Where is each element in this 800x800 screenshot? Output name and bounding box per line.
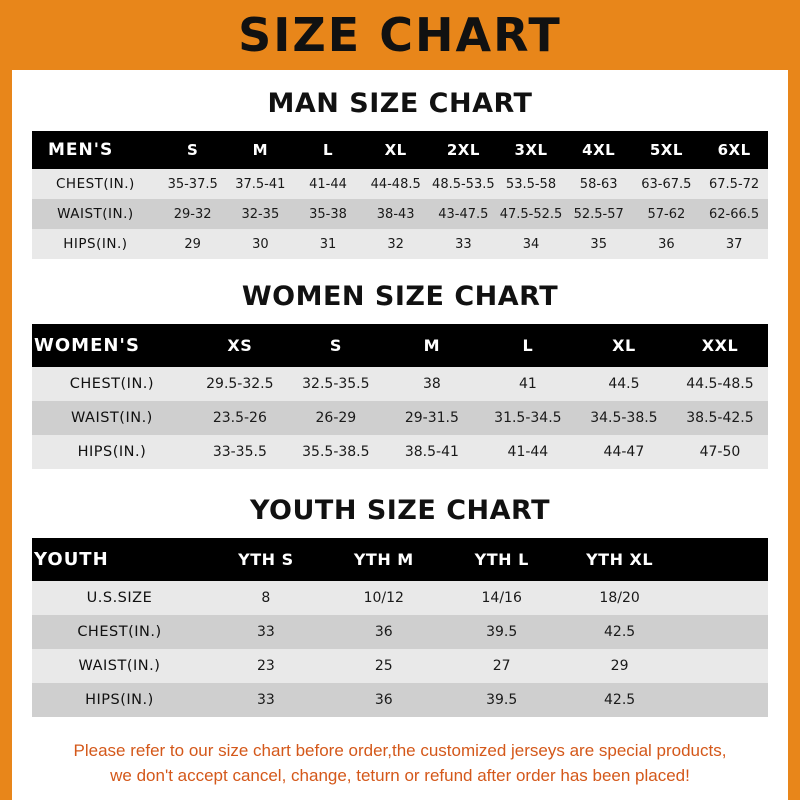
man-header-cell: 6XL bbox=[717, 141, 751, 159]
table-header-row bbox=[32, 324, 768, 367]
man-header-cell: MEN'S bbox=[48, 140, 114, 160]
row-label: U.S.SIZE bbox=[86, 590, 153, 606]
table-cell: 35-38 bbox=[309, 206, 347, 222]
youth-header-cell: YOUTH bbox=[34, 549, 109, 570]
table-row bbox=[32, 649, 768, 683]
table-row bbox=[32, 615, 768, 649]
women-header-cell: XXL bbox=[701, 336, 739, 355]
table-cell: 29 bbox=[610, 658, 629, 674]
table-cell: 37.5-41 bbox=[235, 176, 286, 192]
youth-section-title: YOUTH SIZE CHART bbox=[249, 495, 551, 526]
table-cell: 27 bbox=[492, 658, 511, 674]
table-cell: 33 bbox=[256, 624, 275, 640]
women-header-cell: S bbox=[329, 336, 342, 355]
man-header-cell: 5XL bbox=[649, 141, 683, 159]
youth-size-table bbox=[32, 538, 768, 717]
table-cell: 29-32 bbox=[173, 206, 212, 222]
table-cell: 34.5-38.5 bbox=[590, 410, 658, 426]
table-header-row bbox=[32, 538, 768, 581]
table-cell-spacer bbox=[679, 615, 768, 649]
man-header-cell: 2XL bbox=[446, 141, 480, 159]
table-cell: 52.5-57 bbox=[573, 206, 624, 222]
table-cell: 37 bbox=[725, 236, 743, 252]
table-cell: 62-66.5 bbox=[709, 206, 760, 222]
youth-header-cell: YTH S bbox=[238, 550, 294, 569]
table-cell: 36 bbox=[374, 624, 393, 640]
table-row bbox=[32, 169, 768, 199]
table-cell: 34 bbox=[522, 236, 540, 252]
youth-header-cell: YTH XL bbox=[586, 550, 654, 569]
table-cell: 23.5-26 bbox=[212, 410, 267, 426]
table-cell: 38.5-41 bbox=[404, 444, 459, 460]
table-cell: 39.5 bbox=[486, 692, 518, 708]
table-header-row bbox=[32, 131, 768, 169]
table-row bbox=[32, 367, 768, 401]
table-row bbox=[32, 199, 768, 229]
table-cell: 57-62 bbox=[647, 206, 686, 222]
table-cell: 47-50 bbox=[699, 444, 741, 460]
page-banner bbox=[12, 0, 788, 70]
table-cell: 33-35.5 bbox=[212, 444, 267, 460]
table-cell: 29-31.5 bbox=[404, 410, 459, 426]
man-size-table bbox=[32, 131, 768, 259]
table-row bbox=[32, 683, 768, 717]
man-table-body bbox=[32, 169, 768, 259]
women-size-table bbox=[32, 324, 768, 469]
table-cell: 41-44 bbox=[507, 444, 549, 460]
table-cell-spacer bbox=[679, 683, 768, 717]
table-cell-spacer bbox=[679, 649, 768, 683]
table-cell-spacer bbox=[679, 581, 768, 615]
table-cell: 10/12 bbox=[363, 590, 404, 606]
table-cell: 42.5 bbox=[604, 692, 636, 708]
table-cell: 38 bbox=[422, 376, 441, 392]
table-cell: 14/16 bbox=[481, 590, 522, 606]
table-cell: 38.5-42.5 bbox=[686, 410, 754, 426]
row-label: WAIST(IN.) bbox=[78, 658, 161, 674]
man-header-cell: XL bbox=[384, 141, 407, 159]
youth-table-header bbox=[32, 538, 768, 581]
women-header-cell: XS bbox=[227, 336, 253, 355]
notice-line-1: Please refer to our size chart before order,the customized jerseys are special products, bbox=[73, 741, 727, 760]
table-cell: 67.5-72 bbox=[709, 176, 760, 192]
table-cell: 58-63 bbox=[579, 176, 618, 192]
table-cell: 43-47.5 bbox=[438, 206, 489, 222]
man-section-title: MAN SIZE CHART bbox=[267, 88, 533, 119]
table-cell: 33 bbox=[256, 692, 275, 708]
table-cell: 18/20 bbox=[599, 590, 640, 606]
table-row bbox=[32, 229, 768, 259]
notice-line-2: we don't accept cancel, change, teturn or refund after order has been placed! bbox=[110, 765, 690, 785]
table-cell: 48.5-53.5 bbox=[432, 176, 495, 192]
man-header-cell: L bbox=[322, 141, 334, 159]
table-cell: 36 bbox=[374, 692, 393, 708]
table-cell: 44.5 bbox=[608, 376, 640, 392]
table-cell: 44.5-48.5 bbox=[686, 376, 754, 392]
table-cell: 41-44 bbox=[309, 176, 347, 192]
page-title: SIZE CHART bbox=[238, 8, 562, 62]
table-cell: 8 bbox=[261, 590, 271, 606]
table-cell: 47.5-52.5 bbox=[499, 206, 563, 222]
table-cell: 23 bbox=[256, 658, 275, 674]
man-table-header bbox=[32, 131, 768, 169]
man-header-cell: 4XL bbox=[582, 141, 616, 159]
row-label: CHEST(IN.) bbox=[69, 376, 155, 392]
table-cell: 32-35 bbox=[241, 206, 280, 222]
row-label: CHEST(IN.) bbox=[56, 176, 135, 192]
row-label: HIPS(IN.) bbox=[85, 692, 154, 708]
youth-header-spacer bbox=[679, 538, 768, 581]
table-cell: 29.5-32.5 bbox=[206, 376, 274, 392]
man-header-cell: S bbox=[187, 141, 199, 159]
table-row bbox=[32, 581, 768, 615]
youth-table-body bbox=[32, 581, 768, 717]
women-header-cell: XL bbox=[612, 336, 636, 355]
table-cell: 32 bbox=[387, 236, 404, 252]
table-cell: 38-43 bbox=[376, 206, 415, 222]
table-cell: 25 bbox=[374, 658, 393, 674]
chart-content bbox=[12, 88, 788, 788]
table-row bbox=[32, 435, 768, 469]
table-cell: 31 bbox=[319, 236, 337, 252]
man-header-cell: M bbox=[252, 141, 269, 159]
table-cell: 63-67.5 bbox=[641, 176, 692, 192]
women-table-header bbox=[32, 324, 768, 367]
row-label: HIPS(IN.) bbox=[77, 444, 147, 460]
row-label: HIPS(IN.) bbox=[63, 236, 128, 252]
women-table-body bbox=[32, 367, 768, 469]
table-cell: 33 bbox=[455, 236, 472, 252]
women-header-cell: WOMEN'S bbox=[34, 335, 140, 356]
table-cell: 36 bbox=[658, 236, 675, 252]
table-cell: 31.5-34.5 bbox=[494, 410, 562, 426]
table-cell: 35.5-38.5 bbox=[302, 444, 370, 460]
women-header-cell: L bbox=[522, 336, 534, 355]
order-notice bbox=[32, 739, 768, 788]
table-cell: 39.5 bbox=[486, 624, 518, 640]
row-label: CHEST(IN.) bbox=[77, 624, 162, 640]
table-cell: 41 bbox=[518, 376, 537, 392]
row-label: WAIST(IN.) bbox=[70, 410, 153, 426]
women-header-cell: M bbox=[423, 336, 441, 355]
women-section-title: WOMEN SIZE CHART bbox=[241, 281, 559, 312]
youth-header-cell: YTH L bbox=[474, 550, 529, 569]
table-row bbox=[32, 401, 768, 435]
man-header-cell: 3XL bbox=[514, 141, 548, 159]
table-cell: 26-29 bbox=[315, 410, 357, 426]
table-cell: 30 bbox=[252, 236, 269, 252]
table-cell: 42.5 bbox=[604, 624, 636, 640]
row-label: WAIST(IN.) bbox=[57, 206, 134, 222]
table-cell: 35 bbox=[590, 236, 607, 252]
table-cell: 44-48.5 bbox=[370, 176, 421, 192]
table-cell: 53.5-58 bbox=[505, 176, 557, 192]
youth-header-cell: YTH M bbox=[353, 550, 414, 569]
table-cell: 29 bbox=[184, 236, 201, 252]
table-cell: 44-47 bbox=[603, 444, 645, 460]
table-cell: 35-37.5 bbox=[167, 176, 218, 192]
table-cell: 32.5-35.5 bbox=[302, 376, 370, 392]
